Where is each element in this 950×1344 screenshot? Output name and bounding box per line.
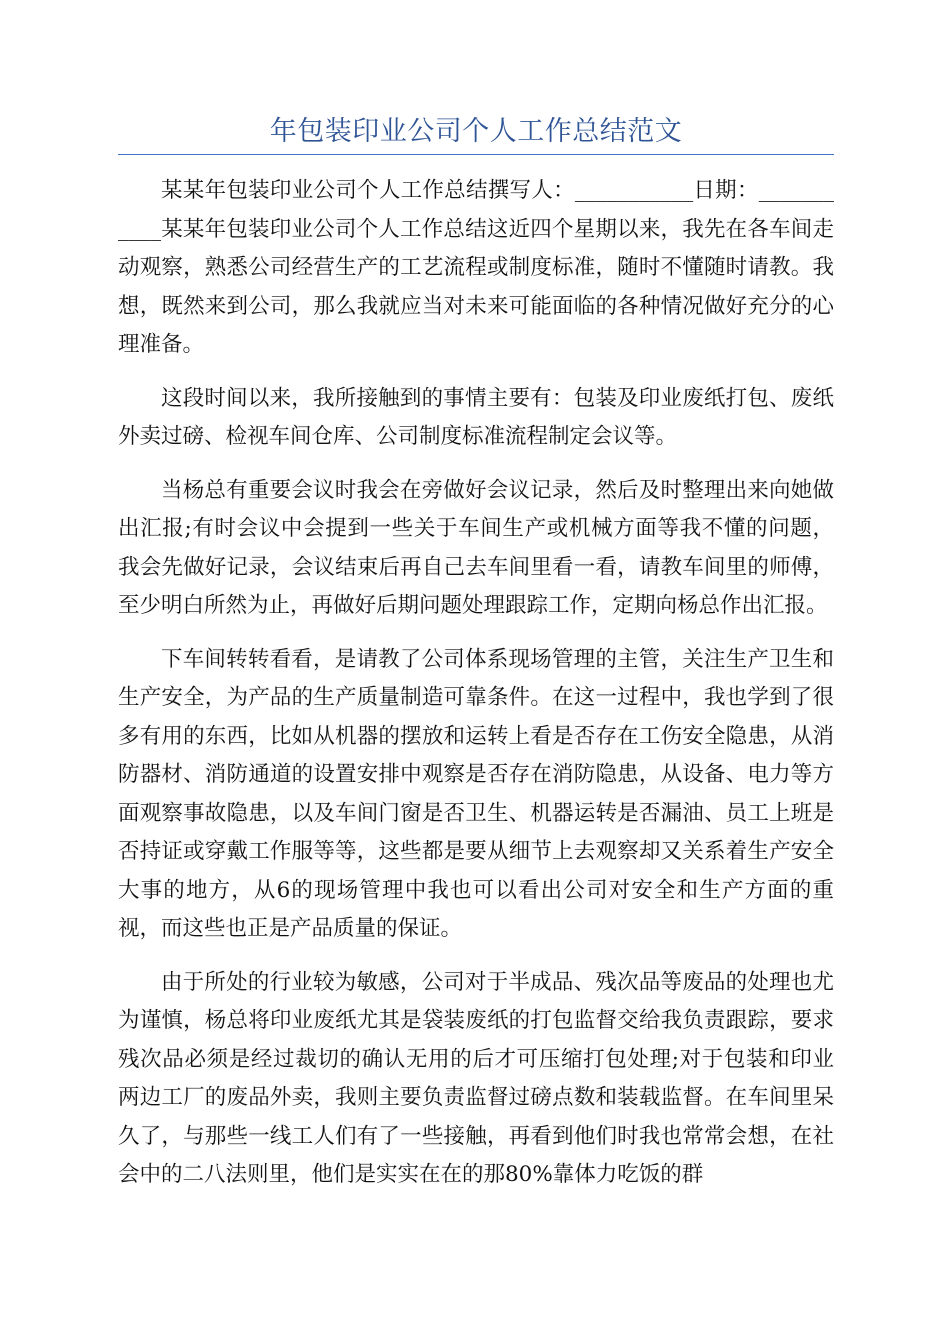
paragraph-1: 某某年包装印业公司个人工作总结撰写人：___________日期：___________某某年包装印业公司个人工作总结这近四个星期以来，我先在各车间走动观察，熟悉公司经营生产的工艺流程或制度标准，随时不懂随时请教。我想，既然来到公司，那么我就应当对未来可能面临的各种情况做好充分的心理准备。 [118, 178, 834, 357]
document-body [118, 172, 834, 1210]
document-title: 年包装印业公司个人工作总结范文 [269, 116, 683, 147]
paragraph-5: 由于所处的行业较为敏感，公司对于半成品、残次品等废品的处理也尤为谨慎，杨总将印业废纸尤其是袋装废纸的打包监督交给我负责跟踪，要求残次品必须是经过裁切的确认无用的后才可压缩打包处理;对于包装和印业两边工厂的废品外卖，我则主要负责监督过磅点数和装载监督。在车间里呆久了，与那些一线工人们有了一些接触，再看到他们时我也常常会想，在社会中的二八法则里，他们是实实在在的那80%靠体力吃饭的群 [118, 969, 834, 1187]
title-underline [118, 154, 834, 155]
paragraph-4: 下车间转转看看，是请教了公司体系现场管理的主管，关注生产卫生和生产安全，为产品的生产质量制造可靠条件。在这一过程中，我也学到了很多有用的东西，比如从机器的摆放和运转上看是否存在工伤安全隐患，从消防器材、消防通道的设置安排中观察是否存在消防隐患，从设备、电力等方面观察事故隐患，以及车间门窗是否卫生、机器运转是否漏油、员工上班是否持证或穿戴工作服等等，这些都是要从细节上去观察却又关系着生产安全大事的地方，从6的现场管理中我也可以看出公司对安全和生产方面的重视，而这些也正是产品质量的保证。 [118, 646, 834, 941]
paragraph-2: 这段时间以来，我所接触到的事情主要有：包装及印业废纸打包、废纸外卖过磅、检视车间仓库、公司制度标准流程制定会议等。 [118, 385, 834, 449]
paragraph-3: 当杨总有重要会议时我会在旁做好会议记录，然后及时整理出来向她做出汇报;有时会议中会提到一些关于车间生产或机械方面等我不懂的问题，我会先做好记录，会议结束后再自己去车间里看一看，请教车间里的师傅，至少明白所然为止，再做好后期问题处理跟踪工作，定期向杨总作出汇报。 [118, 477, 834, 618]
